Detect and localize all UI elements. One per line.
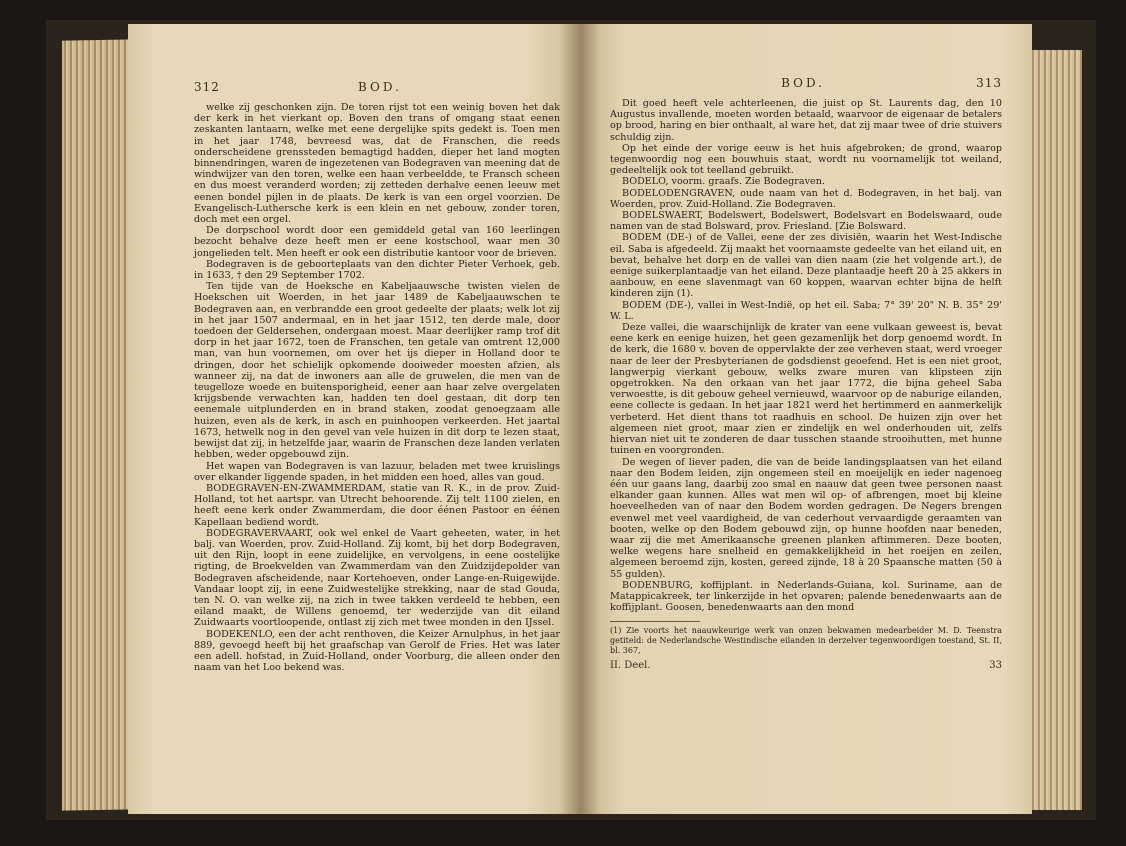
left-paragraph: Het wapen van Bodegraven is van lazuur, beladen met twee kruislings over elkander liggende spaden, in het midden een hoed, alles van goud. <box>194 460 560 483</box>
signature-number: 33 <box>989 660 1002 672</box>
right-running-title: BOD. <box>781 76 825 90</box>
left-paragraph: Ten tijde van de Hoeksche en Kabeljaauwsche twisten vielen de Hoekschen uit Woerden, in het jaar 1489 de Kabeljaauwschen te Bodegraven aan, en verbrandde een groot gedeelte der plaats; welk lot zij in het jaar 1507 andermaal, en in het jaar 1512, ten derde male, door toedoen der Geldersehen, ondergaan moest. Maar deerlijker ramp trof dit dorp in het jaar 1672, toen de Franschen, ten getale van omtrent 12,000 man, van hun voornemen, om over het ijs dieper in Holland door te dringen, door het schielijk opkomende dooiweder moesten afzien, als wanneer zij, na dat de inwoners aan alle de gruwelen, die men van de teugelloze woede en buitensporigheid, eener aan haar zelve overgelaten krijgsbende verwachten kan, hadden ten doel gestaan, dit dorp ten eenemale uitplunderden en in brand staken, zoodat genoegzaam alle huizen, even als de kerk, in asch en puinhoopen verkeerden. Het jaartal 1673, hetwelk nog in den gevel van vele huizen in dit dorp te lezen staat, bewijst dat zij, in hetzelfde jaar, waarin de Franschen deze landen verlaten hebben, weder opgebouwd zijn. <box>194 281 560 461</box>
left-paragraph: welke zij geschonken zijn. De toren rijst tot een weinig boven het dak der kerk in het vierkant op. Boven den trans of omgang staat eenen zeskanten lantaarn, welke met eene dergelijke spits gedekt is. Toen men in het jaar 1748, bevreesd was, dat de Franschen, die reeds onderscheidene grenssteden bemagtigd hadden, dieper het land mogten binnendringen, waren de ingezetenen van Bodegraven van meening dat de windwijzer van den toren, welke een haan verbeeldde, te Fransch scheen en dus moest veranderd worden; zij zetteden derhalve eenen leeuw met eenen bondel pijlen in de plaats. De kerk is van een orgel voorzien. De Evangelisch-Luthersche kerk is een klein en net gebouw, zonder toren, doch met een orgel. <box>194 102 561 226</box>
left-paragraph: BODEGRAVERVAART, ook wel enkel de Vaart geheeten, water, in het balj. van Woerden, prov. Zuid-Holland. Zij komt, bij het dorp Bodegraven, uit den Rijn, loopt in eene zuidelijke, en vervolgens, in eene oostelijke rigting, de Broekvelden van Zwammerdam van den Zuidzijdepolder van Bodegraven afscheidende, naar Kortehoeven, onder Lange-en-Ruigewijde. Vandaar loopt zij, in eene Zuidwestelijke strekking, naar de stad Gouda, ten N. O. van welke zij, na zich in twee takken verdeeld te hebben, een eiland maakt, de Willens genoemd, ter wederzijde van dit eiland Zuidwaarts voortloopende, ontlast zij zich met twee monden in den IJssel. <box>194 527 560 629</box>
right-page <box>580 24 1032 814</box>
right-paragraph: Dit goed heeft vele achterleenen, die juist op St. Laurents dag, den 10 Augustus invallende, moeten worden betaald, waarvoor de eigenaar de betalers op brood, haring en bier onthaalt, al ware het, dat zij maar twee of drie stuivers schuldig zijn. <box>610 98 1002 143</box>
right-page-number: 313 <box>976 76 1002 90</box>
left-page <box>128 24 580 814</box>
right-paragraph: BODELSWAERT, Bodelswert, Bodelswert, Bodelsvart en Bodelswaard, oude namen van de stad Bolsward, prov. Friesland. [Zie Bolsward. <box>610 210 1002 233</box>
right-paragraph: BODEM (DE-) of de Vallei, eene der zes divisiën, waarin het West-Indische eil. Saba is afgedeeld. Zij maakt het voornaamste gedeelte van het eiland uit, en bevat, behalve het dorp en de vallei van dien naam (zie het volgende art.), de eenige suikerplantaadje van het eiland. Deze plantaadje heeft 20 à 25 akkers in aanbouw, en eene slavenmagt van 60 koppen, waarvan echter bijna de helft kinderen zijn (1). <box>610 232 1002 300</box>
signature-line <box>610 660 1002 671</box>
book-gutter <box>560 24 600 814</box>
left-paragraph: BODEGRAVEN-EN-ZWAMMERDAM, statie van R. K., in de prov. Zuid-Holland, tot het aartspr. van Utrecht behoorende. Zij telt 1100 zielen, en heeft eene kerk onder Zwammerdam, die door éénen Pastoor en éénen Kapellaan bediend wordt. <box>194 482 560 528</box>
right-paragraph: De wegen of liever paden, die van de beide landingsplaatsen van het eiland naar den Bodem leiden, zijn ongemeen steil en moeijelijk en ieder nagenoeg één uur gaans lang, daarbij zoo smal en naauw dat geen twee personen naast elkander gaan kunnen. Alles wat men wil op- of afbrengen, moet bij kleine hoeveelheden van of naar den Bodem worden gedragen. De Negers brengen evenwel met veel vaardigheid, de van cederhout vervaardigde geraamten van booten, welke op den Bodem gebouwd zijn, op hunne hoofden naar beneden, waar zij die met Amerikaansche greenen planken aftimmeren. Deze booten, welke wegens hare snelheid en gemakkelijkheid in het roeijen en zeilen, algemeen beroemd zijn, kosten, gereed zijnde, 18 à 20 Spaansche matten (50 à 55 gulden). <box>610 456 1002 580</box>
footnote-rule <box>610 621 700 622</box>
left-paragraph: De dorpschool wordt door een gemiddeld getal van 160 leerlingen bezocht behalve deze heeft men er eene kostschool, waar men 30 jongelieden telt. Men heeft er ook een distributie kantoor voor de brieven. <box>194 225 560 259</box>
right-page-header <box>610 76 1002 92</box>
right-paragraph: BODELO, voorm. graafs. Zie Bodegraven. <box>622 176 825 188</box>
left-running-title: BOD. <box>358 80 402 94</box>
right-paragraph: BODEM (DE-), vallei in West-Indië, op het eil. Saba; 7° 39' 20" N. B. 35° 29' W. L. <box>610 299 1002 322</box>
right-paragraph: Op het einde der vorige eeuw is het huis afgebroken; de grond, waarop tegenwoordig nog een bouwhuis staat, wordt nu voornamelijk tot weiland, gedeeltelijk ook tot teelland gebruikt. <box>610 142 1002 177</box>
right-paragraph: Deze vallei, die waarschijnlijk de krater van eene vulkaan geweest is, bevat eene kerk en eenige huizen, het geen gezamenlijk het dorp genoemd wordt. In de kerk, die 1680 v. boven de oppervlakte der zee verheven staat, werd vroeger naar de leer der Presbyterianen de godsdienst geoefend. Het is een niet groot, langwerpig vierkant gebouw, welks zware muren van klipsteen zijn opgetrokken. Na den orkaan van het jaar 1772, die bijna geheel Saba verwoestte, is dit gebouw geheel vernieuwd, waarvoor op de naburige eilanden, eene collecte is gedaan. In het jaar 1821 werd het hertimmerd en aanmerkelijk verbeterd. Het dient thans tot raadhuis en school. De huizen zijn over het algemeen niet groot, maar zien er zindelijk en wel onderhouden uit, zelfs hiervan niet uit te zonderen de daar tusschen staande strooihutten, met hunne tuinen en voorgronden. <box>610 322 1002 457</box>
footnote: (1) Zie voorts het naauwkeurige werk van onzen bekwamen medearbeider M. D. Teenstra getiteld: de Nederlandsche Westindische eilanden in derzelver tegenwoordigen toestand, St. II, bl. 367, <box>610 626 1002 656</box>
page-edges-left <box>62 39 132 810</box>
page-edges-right <box>1030 50 1082 810</box>
left-paragraph: Bodegraven is de geboorteplaats van den dichter Pieter Verhoek, geb. in 1633, † den 29 September 1702. <box>194 258 560 282</box>
right-paragraph: BODENBURG, koffijplant. in Nederlands-Guiana, kol. Suriname, aan de Matappicakreek, ter linkerzijde in het opvaren; palende benedenwaarts aan de koffijplant. Goosen, benedenwaarts aan den mond <box>610 579 1002 614</box>
left-paragraph: BODEKENLO, een der acht renthoven, die Keizer Arnulphus, in het jaar 889, gevoegd heeft bij het graafschap van Gerolf de Fries. Het was later een adell. hofstad, in Zuid-Holland, onder Voorburg, die alleen onder den naam van het Loo bekend was. <box>194 628 560 674</box>
right-paragraph: BODELODENGRAVEN, oude naam van het d. Bodegraven, in het balj. van Woerden, prov. Zuid-Holland. Zie Bodegraven. <box>610 187 1002 210</box>
left-page-header <box>194 80 560 96</box>
signature-volume: II. Deel. <box>610 660 651 672</box>
left-page-number: 312 <box>194 80 220 94</box>
